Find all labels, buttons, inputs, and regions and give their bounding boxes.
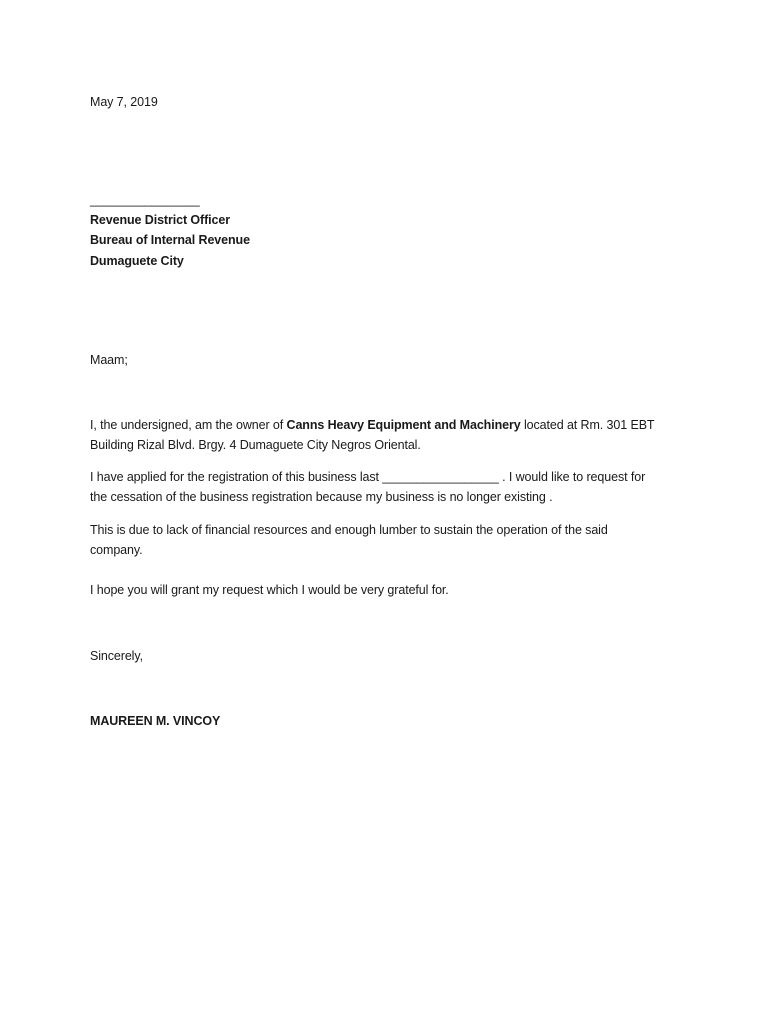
recipient-name-blank: ________________ xyxy=(90,193,200,207)
recipient-office: Bureau of Internal Revenue xyxy=(90,233,250,247)
paragraph-reason-line-2: company. xyxy=(90,543,143,557)
ownership-text-start: I, the undersigned, am the owner of xyxy=(90,418,287,432)
paragraph-request-line-2: the cessation of the business registration because my business is no longer existing . xyxy=(90,490,553,504)
paragraph-reason-line-1: This is due to lack of financial resources and enough lumber to sustain the operation of the said xyxy=(90,523,608,537)
paragraph-hope: I hope you will grant my request which I would be very grateful for. xyxy=(90,583,449,597)
paragraph-request-line-1: I have applied for the registration of this business last _________________ . I would like to request for xyxy=(90,470,646,484)
paragraph-ownership-line-2: Building Rizal Blvd. Brgy. 4 Dumaguete City Negros Oriental. xyxy=(90,438,421,452)
paragraph-request xyxy=(90,467,680,507)
recipient-title: Revenue District Officer xyxy=(90,213,231,227)
paragraph-reason xyxy=(90,520,680,560)
ownership-text-end: located at Rm. 301 EBT xyxy=(520,418,655,432)
signatory-name: MAUREEN M. VINCOY xyxy=(90,714,221,728)
recipient-city: Dumaguete City xyxy=(90,254,184,268)
salutation: Maam; xyxy=(90,353,128,367)
paragraph-ownership xyxy=(90,415,680,455)
business-name: Canns Heavy Equipment and Machinery xyxy=(286,418,521,432)
paragraph-ownership-line-1 xyxy=(90,415,680,435)
letter-date: May 7, 2019 xyxy=(90,95,158,109)
closing: Sincerely, xyxy=(90,649,143,663)
